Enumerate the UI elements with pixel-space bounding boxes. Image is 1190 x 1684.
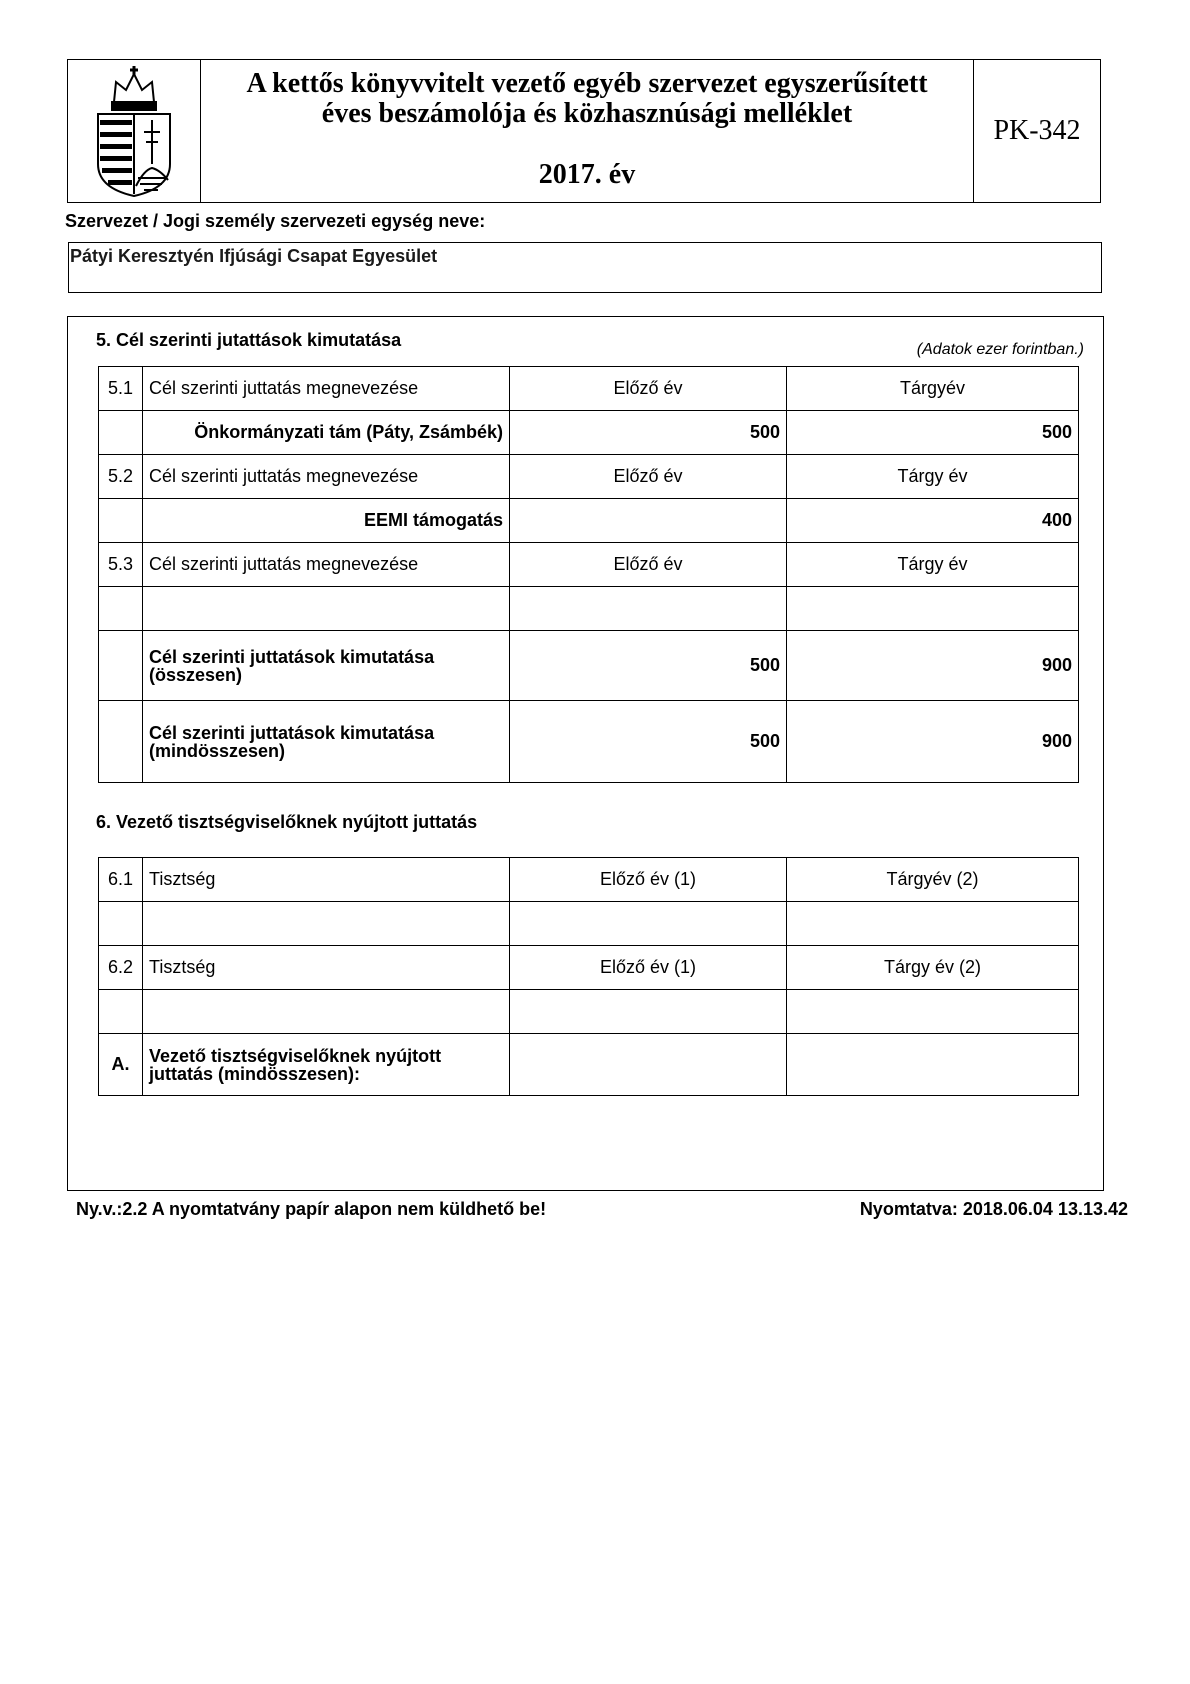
previous-year-value[interactable]: [510, 990, 787, 1034]
grand-total-label-line2: (mindösszesen): [149, 740, 286, 761]
footer-print-timestamp: Nyomtatva: 2018.06.04 13.13.42: [859, 1199, 1128, 1219]
row-number: 6.2: [99, 946, 143, 990]
total-previous-year: 500: [510, 631, 787, 701]
section6-total-previous-year: [510, 1034, 787, 1096]
form-code: PK-342: [993, 115, 1081, 146]
footer-notice: Ny.v.:2.2 A nyomtatvány papír alapon nem küldhető be!: [76, 1199, 547, 1219]
section6-title: 6. Vezető tisztségviselőknek nyújtott juttatás: [96, 812, 478, 832]
total-current-year: 900: [787, 631, 1079, 701]
grand-total-previous-year: 500: [510, 701, 787, 783]
total-label-line1: Cél szerinti juttatások kimutatása: [149, 646, 435, 667]
total-label-line2: (összesen): [149, 664, 243, 685]
row-number: 5.2: [99, 455, 143, 499]
column-header-position: Tisztség: [143, 946, 510, 990]
section6-total-current-year: [787, 1034, 1079, 1096]
table-row-grand-total: [99, 701, 1079, 783]
row-number-empty: [99, 902, 143, 946]
section5-title: 5. Cél szerinti jutattások kimutatása: [96, 330, 402, 350]
column-header-previous-year: Előző év (1): [510, 946, 787, 990]
section5-table: [98, 366, 1079, 783]
row-number-empty: [99, 499, 143, 543]
current-year-value[interactable]: 500: [787, 411, 1079, 455]
column-header-name: Cél szerinti juttatás megnevezése: [143, 543, 510, 587]
previous-year-value[interactable]: [510, 499, 787, 543]
table-row-6-2-data: [99, 990, 1079, 1034]
previous-year-value[interactable]: [510, 902, 787, 946]
table-row-header-5-3: [99, 543, 1079, 587]
row-number-empty: [99, 990, 143, 1034]
column-header-previous-year: Előző év: [510, 455, 787, 499]
coat-of-arms-cell: [68, 60, 201, 202]
current-year-value[interactable]: [787, 990, 1079, 1034]
table-row-header-5-1: [99, 367, 1079, 411]
column-header-previous-year: Előző év (1): [510, 858, 787, 902]
section6-table: [98, 857, 1079, 1096]
current-year-value[interactable]: [787, 902, 1079, 946]
grand-total-label: [143, 701, 510, 783]
column-header-current-year: Tárgy év: [787, 455, 1079, 499]
form-title-line1: A kettős könyvvitelt vezető egyéb szervezet egyszerűsített: [246, 68, 928, 99]
row-number-empty: [99, 411, 143, 455]
form-title-cell: [201, 60, 974, 202]
table-row-header-6-1: [99, 858, 1079, 902]
column-header-name: Cél szerinti juttatás megnevezése: [143, 367, 510, 411]
total-label: [143, 631, 510, 701]
table-row-header-6-2: [99, 946, 1079, 990]
current-year-value[interactable]: 400: [787, 499, 1079, 543]
position-value[interactable]: [143, 990, 510, 1034]
column-header-current-year: Tárgyév (2): [787, 858, 1079, 902]
table-row-6-1-data: [99, 902, 1079, 946]
form-year: 2017. év: [538, 159, 636, 190]
column-header-current-year: Tárgy év (2): [787, 946, 1079, 990]
previous-year-value[interactable]: [510, 587, 787, 631]
row-number: 5.3: [99, 543, 143, 587]
table-row-5-2-data: [99, 499, 1079, 543]
table-row-5-3-data: [99, 587, 1079, 631]
row-number: 5.1: [99, 367, 143, 411]
column-header-previous-year: Előző év: [510, 543, 787, 587]
section6-total-label-line1: Vezető tisztségviselőknek nyújtott: [149, 1045, 442, 1066]
column-header-name: Cél szerinti juttatás megnevezése: [143, 455, 510, 499]
table-row-5-1-data: [99, 411, 1079, 455]
column-header-current-year: Tárgyév: [787, 367, 1079, 411]
item-name[interactable]: [143, 587, 510, 631]
section6-total-label-line2: juttatás (mindösszesen):: [149, 1063, 361, 1084]
coat-of-arms-icon: [68, 60, 201, 201]
row-number-empty: [99, 701, 143, 783]
previous-year-value[interactable]: 500: [510, 411, 787, 455]
table-row-total: [99, 631, 1079, 701]
organization-label: Szervezet / Jogi személy szervezeti egység neve:: [65, 211, 486, 231]
column-header-previous-year: Előző év: [510, 367, 787, 411]
row-number-empty: [99, 587, 143, 631]
form-title-line2: éves beszámolója és közhasznúsági melléklet: [321, 98, 853, 129]
grand-total-current-year: 900: [787, 701, 1079, 783]
unit-note: (Adatok ezer forintban.): [916, 341, 1084, 358]
item-name[interactable]: EEMI támogatás: [143, 499, 510, 543]
column-header-current-year: Tárgy év: [787, 543, 1079, 587]
form-header: [67, 59, 1101, 203]
section6-total-label: [143, 1034, 510, 1096]
item-name[interactable]: Önkormányzati tám (Páty, Zsámbék): [143, 411, 510, 455]
row-number: 6.1: [99, 858, 143, 902]
grand-total-label-line1: Cél szerinti juttatások kimutatása: [149, 722, 435, 743]
current-year-value[interactable]: [787, 587, 1079, 631]
column-header-position: Tisztség: [143, 858, 510, 902]
row-number: A.: [99, 1034, 143, 1096]
position-value[interactable]: [143, 902, 510, 946]
row-number-empty: [99, 631, 143, 701]
table-row-section6-total: [99, 1034, 1079, 1096]
table-row-header-5-2: [99, 455, 1079, 499]
organization-name: Pátyi Keresztyén Ifjúsági Csapat Egyesület: [70, 246, 438, 266]
organization-name-field[interactable]: [68, 242, 1102, 293]
